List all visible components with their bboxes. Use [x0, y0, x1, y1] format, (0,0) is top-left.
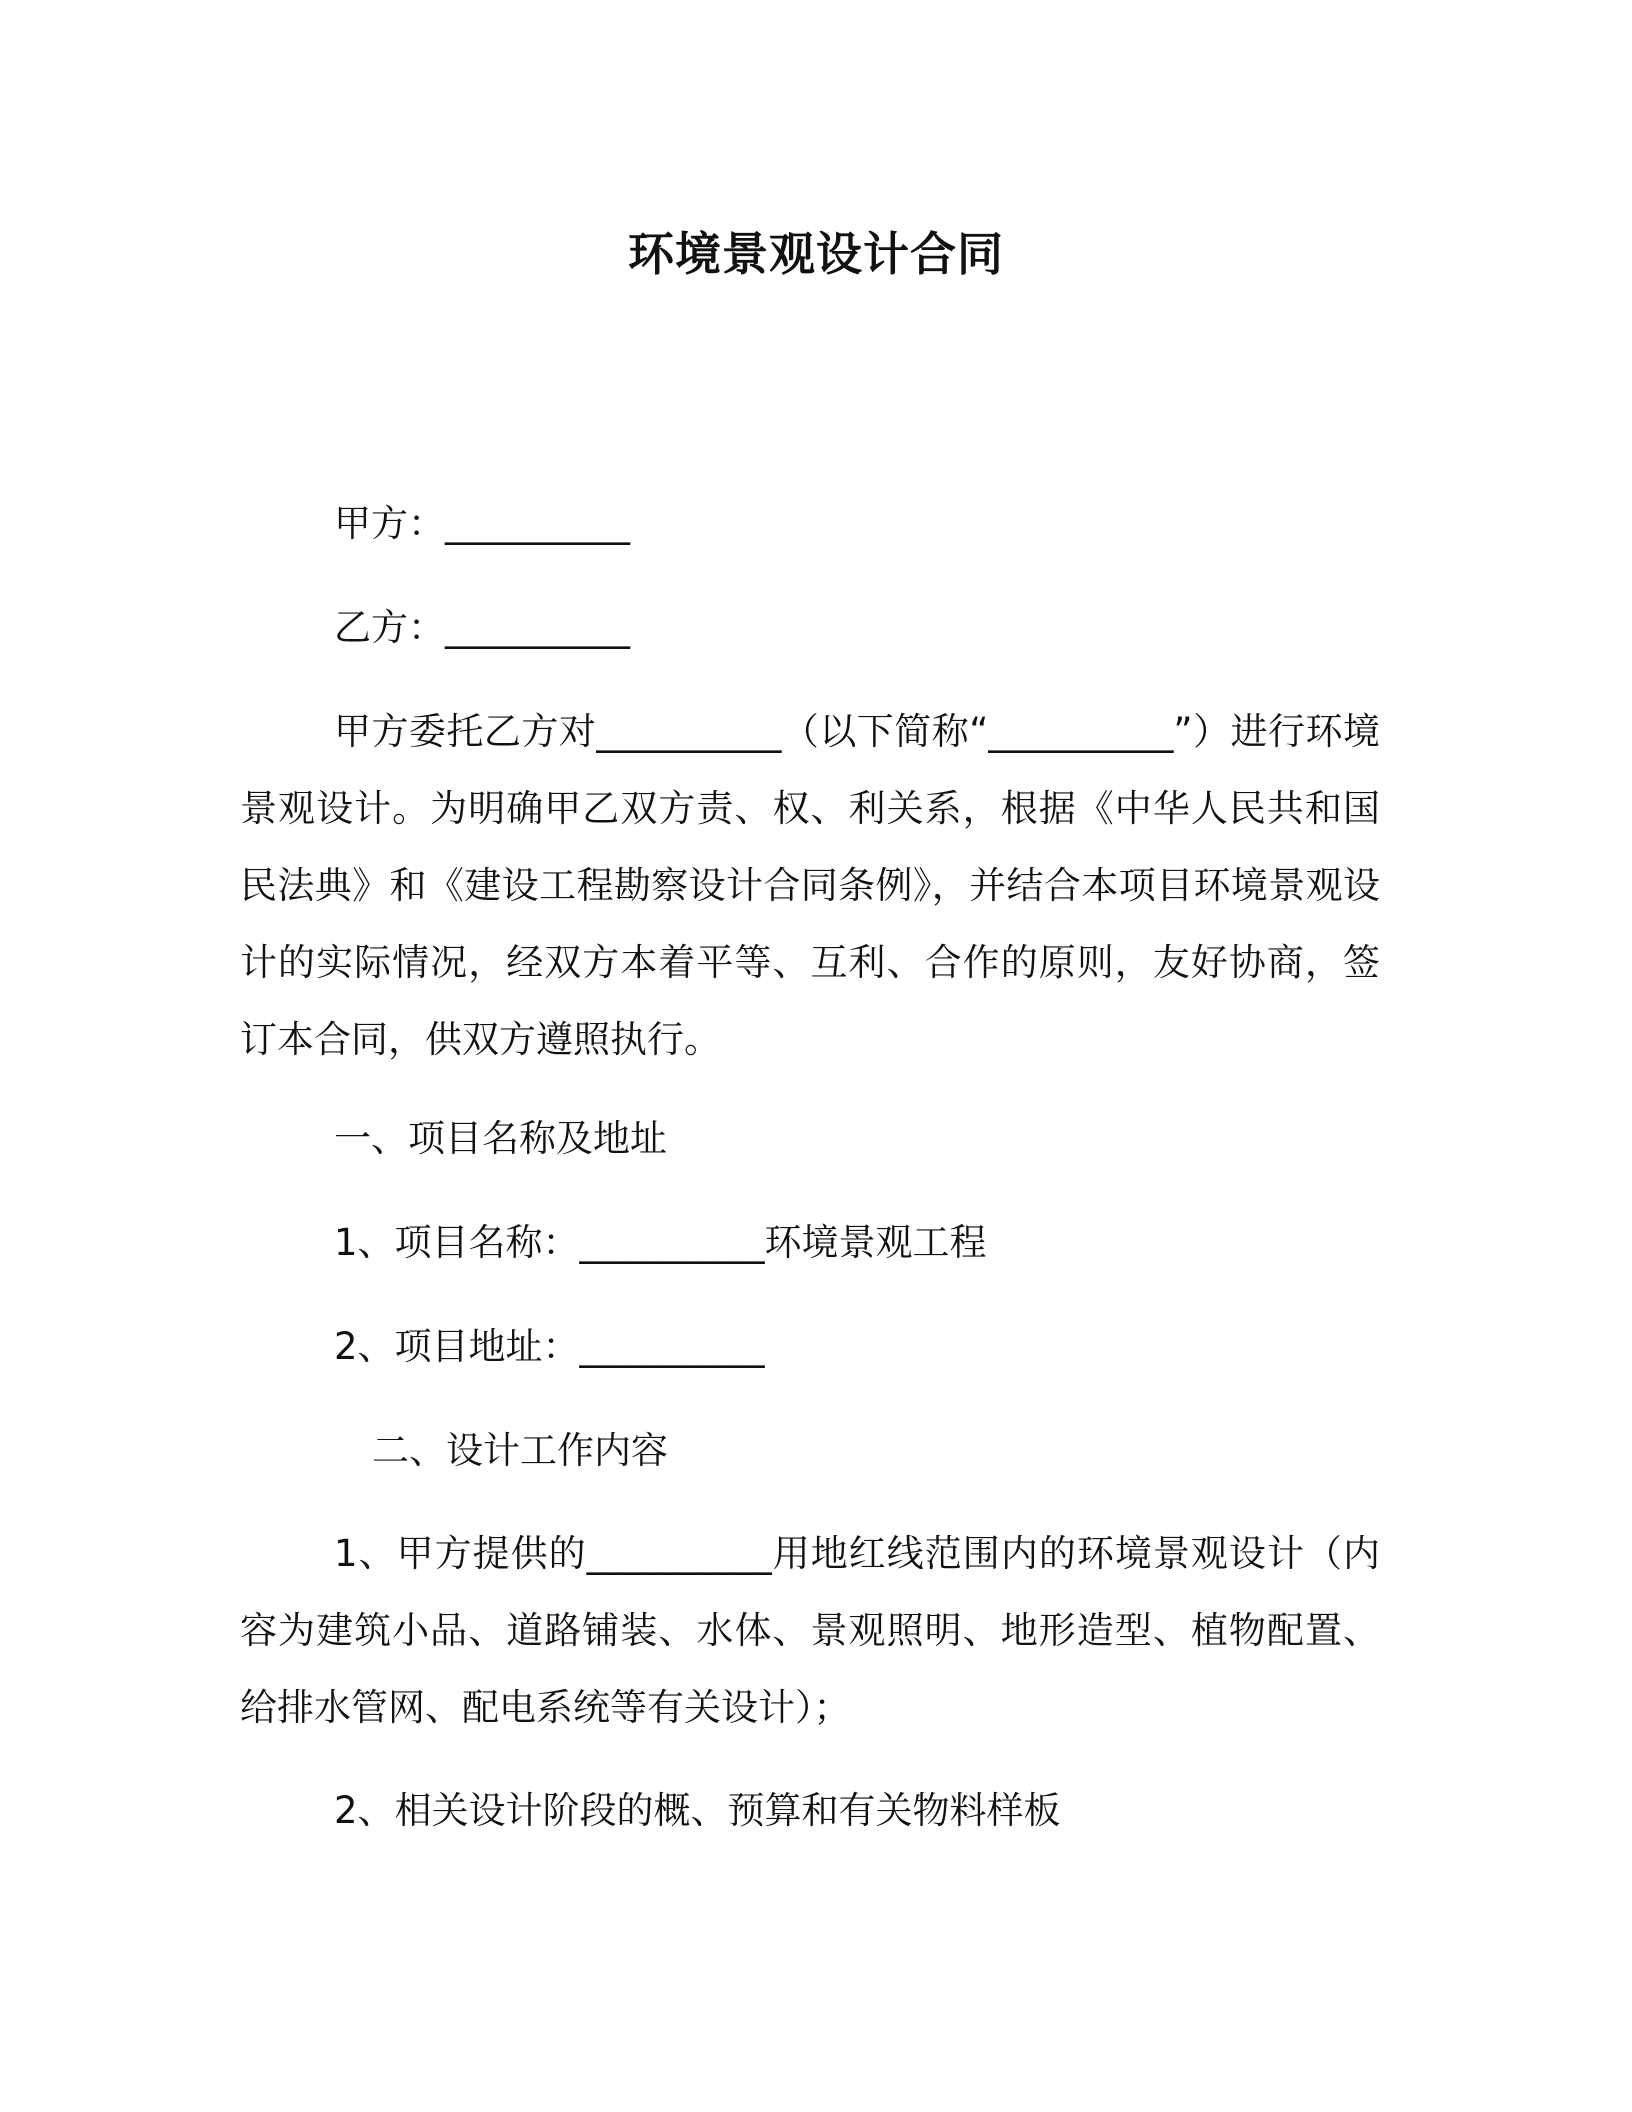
section-item-paragraph: 1、甲方提供的__________用地红线范围内的环境景观设计（内容为建筑小品、道路铺装、水体、景观照明、地形造型、植物配置、给排水管网、配电系统等有关设计）；	[240, 1532, 1380, 1729]
section-item: 1、项目名称：__________环境景观工程	[334, 1221, 987, 1264]
section-heading: 一、项目名称及地址	[334, 1117, 667, 1160]
section-item: 2、相关设计阶段的概、预算和有关物料样板	[334, 1789, 1061, 1832]
intro-paragraph: 甲方委托乙方对__________（以下简称“__________”）进行环境景观设计。为明确甲乙双方责、权、利关系，根据《中华人民共和国民法典》和《建设工程勘察设计合同条例》，并结合本项目环境景观设计的实际情况，经双方本着平等、互利、合作的原则，友好协商，签订本合同，供双方遵照执行。	[240, 710, 1380, 1061]
section-item: 2、项目地址：__________	[334, 1325, 765, 1368]
document-title: 环境景观设计合同	[628, 227, 1004, 281]
party-a-line: 甲方：__________	[334, 502, 630, 545]
section-heading: 二、设计工作内容	[372, 1429, 668, 1472]
party-b-line: 乙方：__________	[334, 606, 630, 649]
